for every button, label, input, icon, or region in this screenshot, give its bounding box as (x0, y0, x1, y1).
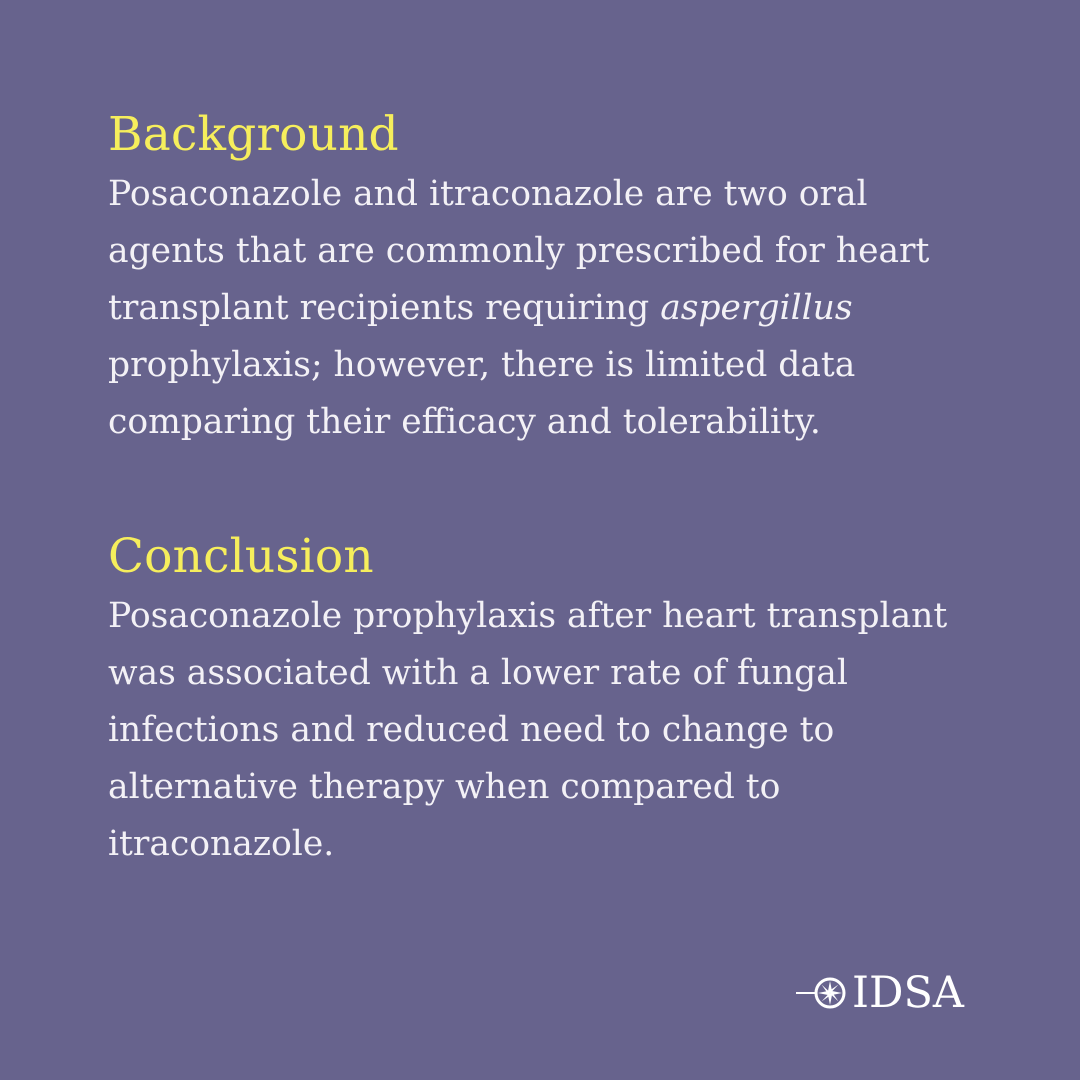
conclusion-paragraph: Posaconazole prophylaxis after heart transplant was associated with a lower rate of fungal infections and reduced need to change to alternative therapy when compared to itraconazole. (108, 596, 948, 864)
section-spacer (108, 451, 988, 526)
conclusion-heading: Conclusion (108, 529, 374, 584)
background-text-end: prophylaxis; however, there is limited data comparing their efficacy and tolerability. (108, 345, 856, 442)
main-content (108, 104, 988, 873)
background-italic-term: aspergillus (660, 288, 853, 328)
background-text-start: Posaconazole and itraconazole are two oral agents that are commonly prescribed for heart transplant recipients requiring (108, 174, 930, 328)
idsa-logo-text: IDSA (852, 968, 964, 1018)
idsa-star-icon (796, 966, 856, 1020)
background-section (108, 104, 988, 451)
background-paragraph (108, 166, 988, 451)
idsa-logo (796, 966, 964, 1020)
conclusion-section (108, 526, 988, 873)
background-heading: Background (108, 107, 399, 162)
